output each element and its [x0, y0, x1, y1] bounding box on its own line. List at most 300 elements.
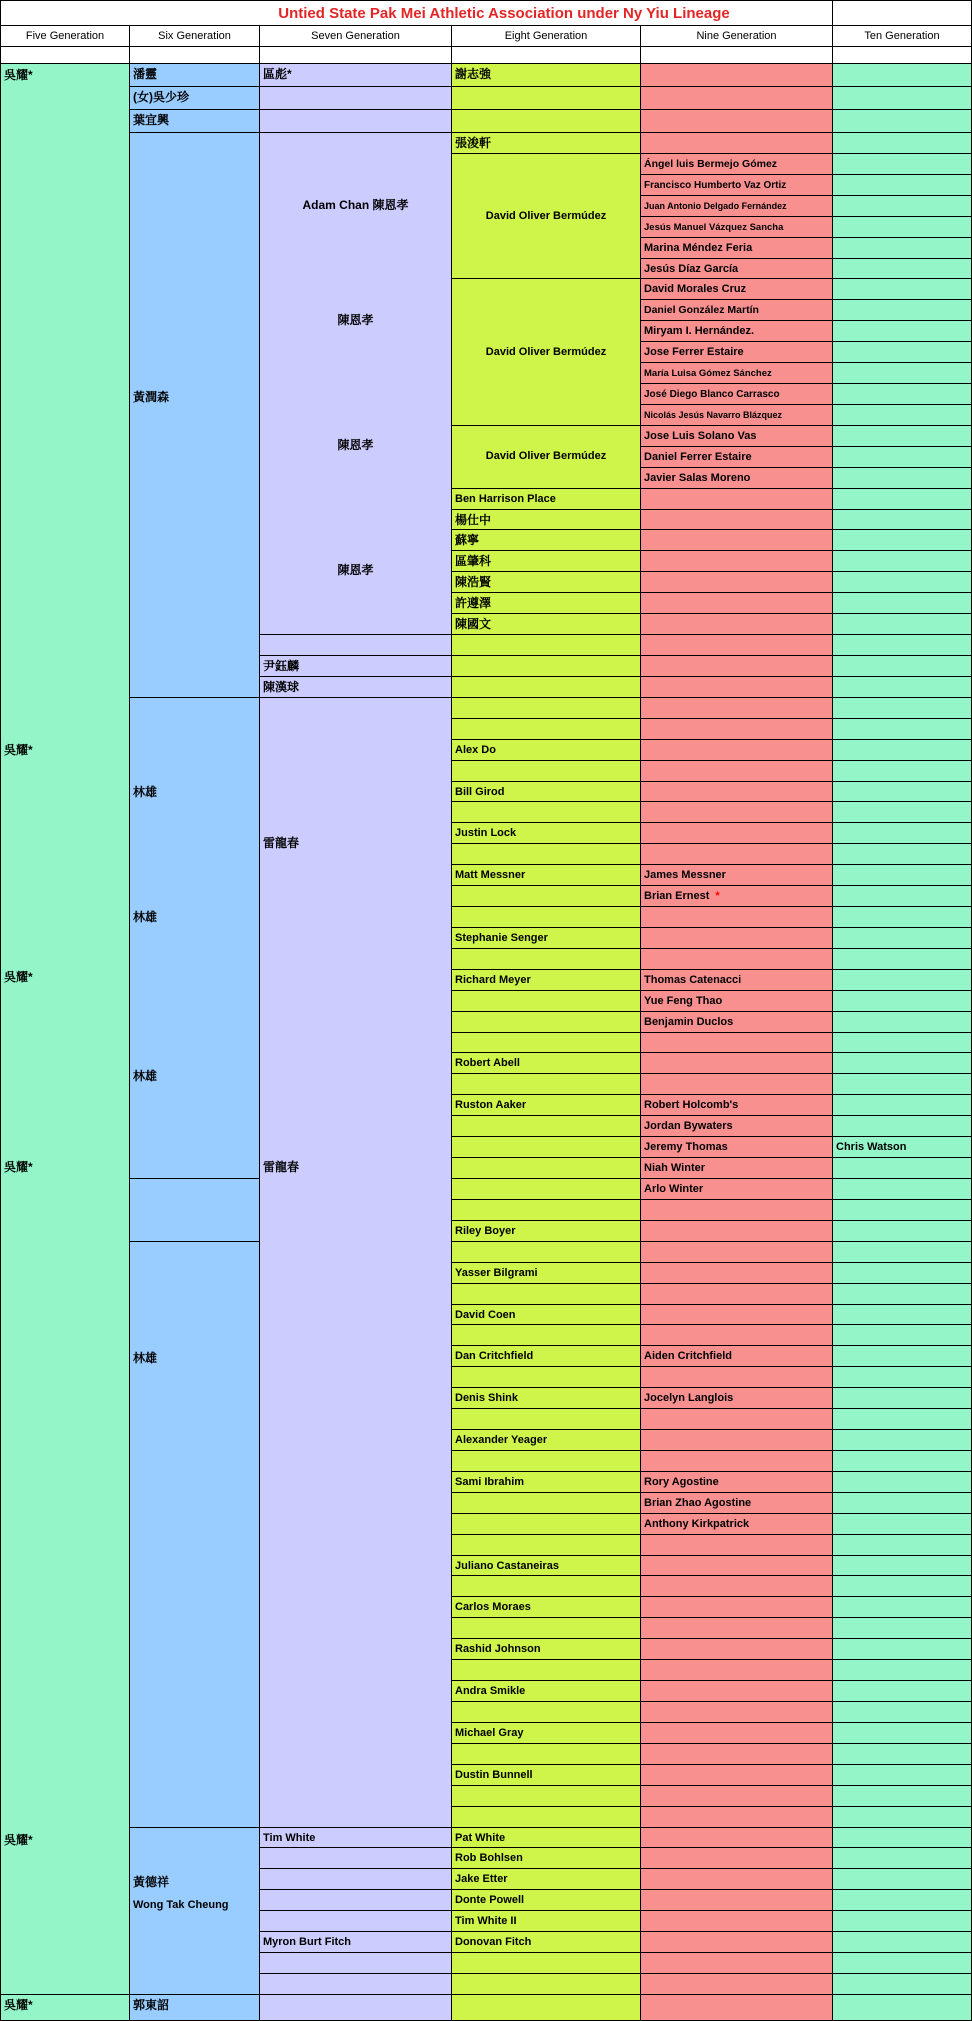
cell-empty[interactable]: [833, 1514, 972, 1535]
cell-empty[interactable]: [833, 1681, 972, 1702]
cell-empty[interactable]: [833, 489, 972, 510]
cell-thomas-catenacci[interactable]: [641, 970, 833, 991]
cell-myron-burt-fitch[interactable]: [260, 1932, 452, 1953]
cell-empty[interactable]: [833, 196, 972, 217]
cell-empty[interactable]: [833, 1723, 972, 1744]
cell-empty[interactable]: [452, 1242, 641, 1263]
cell-empty[interactable]: [641, 47, 833, 64]
cell-robert-abell[interactable]: [452, 1053, 641, 1074]
cell-adam-chan-陳恩孝[interactable]: [260, 133, 452, 635]
cell-jos-diego-blanco-carrasco[interactable]: [641, 384, 833, 405]
cell-empty[interactable]: [452, 1409, 641, 1430]
cell-empty[interactable]: [833, 1367, 972, 1388]
cell-empty[interactable]: [260, 1848, 452, 1869]
cell-empty[interactable]: [641, 530, 833, 551]
cell-empty[interactable]: [641, 1765, 833, 1786]
cell-empty[interactable]: [260, 87, 452, 110]
cell-bill-girod[interactable]: [452, 782, 641, 803]
cell-empty[interactable]: [452, 1786, 641, 1807]
cell-empty[interactable]: [641, 949, 833, 970]
cell-empty[interactable]: [833, 342, 972, 363]
cell-empty[interactable]: [641, 719, 833, 740]
cell-empty[interactable]: [260, 1995, 452, 2021]
cell-arlo-winter[interactable]: [641, 1179, 833, 1200]
cell-empty[interactable]: [833, 1660, 972, 1681]
cell-empty[interactable]: [641, 1074, 833, 1095]
cell-empty[interactable]: [833, 1346, 972, 1367]
cell-empty[interactable]: [0, 47, 130, 64]
cell-葉宜興[interactable]: [130, 110, 260, 133]
cell-james-messner[interactable]: [641, 865, 833, 886]
cell-empty[interactable]: [641, 1325, 833, 1346]
cell-empty[interactable]: [452, 87, 641, 110]
cell-empty[interactable]: [833, 217, 972, 238]
cell-javier-salas-moreno[interactable]: [641, 468, 833, 489]
cell-empty[interactable]: [452, 1158, 641, 1179]
cell-empty[interactable]: [833, 1012, 972, 1033]
cell-empty[interactable]: [452, 991, 641, 1012]
cell-empty[interactable]: [641, 823, 833, 844]
cell-empty[interactable]: [452, 635, 641, 656]
cell-陳漢球[interactable]: [260, 677, 452, 698]
cell-empty[interactable]: [833, 426, 972, 447]
cell-empty[interactable]: [641, 1953, 833, 1974]
cell-empty[interactable]: [833, 1744, 972, 1765]
cell-empty[interactable]: [452, 1744, 641, 1765]
cell-empty[interactable]: [641, 510, 833, 531]
cell-empty[interactable]: [641, 677, 833, 698]
cell-empty[interactable]: [641, 1430, 833, 1451]
cell-empty[interactable]: [452, 1179, 641, 1200]
cell-empty[interactable]: [641, 1911, 833, 1932]
cell-empty[interactable]: [452, 1493, 641, 1514]
cell-黃潤森[interactable]: [130, 133, 260, 698]
cell-empty[interactable]: [641, 1890, 833, 1911]
cell-yue-feng-thao[interactable]: [641, 991, 833, 1012]
cell-empty[interactable]: [833, 635, 972, 656]
cell-empty[interactable]: [641, 1618, 833, 1639]
cell-empty[interactable]: [833, 1409, 972, 1430]
cell-empty[interactable]: [641, 1284, 833, 1305]
cell-empty[interactable]: [130, 1179, 260, 1242]
cell-dustin-bunnell[interactable]: [452, 1765, 641, 1786]
cell-empty[interactable]: [833, 363, 972, 384]
cell-jake-etter[interactable]: [452, 1869, 641, 1890]
cell-empty[interactable]: [833, 1890, 972, 1911]
cell-pat-white[interactable]: [452, 1828, 641, 1849]
cell-andra-smikle[interactable]: [452, 1681, 641, 1702]
cell-empty[interactable]: [833, 949, 972, 970]
cell-empty[interactable]: [833, 1451, 972, 1472]
cell-empty[interactable]: [452, 719, 641, 740]
cell-empty[interactable]: [833, 64, 972, 87]
cell-empty[interactable]: [641, 1681, 833, 1702]
cell-carlos-moraes[interactable]: [452, 1597, 641, 1618]
cell-尹鈺麟[interactable]: [260, 656, 452, 677]
cell-empty[interactable]: [833, 1242, 972, 1263]
cell-empty[interactable]: [641, 698, 833, 719]
cell-empty[interactable]: [833, 823, 972, 844]
header-ten-generation[interactable]: Ten Generation: [833, 26, 972, 47]
cell-juan-antonio-delgado-fern-ndez[interactable]: [641, 196, 833, 217]
cell-empty[interactable]: [641, 110, 833, 133]
cell-empty[interactable]: [833, 572, 972, 593]
cell-empty[interactable]: [833, 761, 972, 782]
cell-empty[interactable]: [641, 907, 833, 928]
cell-empty[interactable]: [641, 761, 833, 782]
cell-empty[interactable]: [833, 384, 972, 405]
cell-empty[interactable]: [833, 1786, 972, 1807]
cell-empty[interactable]: [641, 740, 833, 761]
cell-empty[interactable]: [641, 572, 833, 593]
cell-empty[interactable]: [452, 1137, 641, 1158]
cell-empty[interactable]: [641, 656, 833, 677]
cell-陳國文[interactable]: [452, 614, 641, 635]
cell-anthony-kirkpatrick[interactable]: [641, 1514, 833, 1535]
cell-empty[interactable]: [452, 656, 641, 677]
cell-吳耀[interactable]: [0, 1995, 130, 2021]
cell-empty[interactable]: [833, 1221, 972, 1242]
cell-empty[interactable]: [833, 1911, 972, 1932]
cell-empty[interactable]: [833, 1116, 972, 1137]
cell-郭東詔[interactable]: [130, 1995, 260, 2021]
cell-empty[interactable]: [833, 87, 972, 110]
cell-empty[interactable]: [833, 614, 972, 635]
cell-miryam-i-hern-ndez[interactable]: [641, 321, 833, 342]
cell-jose-luis-solano-vas[interactable]: [641, 426, 833, 447]
cell-empty[interactable]: [833, 1702, 972, 1723]
cell-empty[interactable]: [833, 1828, 972, 1849]
cell-empty[interactable]: [260, 1953, 452, 1974]
cell-empty[interactable]: [833, 1995, 972, 2021]
cell-empty[interactable]: [833, 1095, 972, 1116]
cell-謝志強[interactable]: [452, 64, 641, 87]
cell-empty[interactable]: [641, 1305, 833, 1326]
cell-empty[interactable]: [260, 1911, 452, 1932]
cell-empty[interactable]: [641, 1848, 833, 1869]
cell-empty[interactable]: [641, 1639, 833, 1660]
cell-empty[interactable]: [833, 551, 972, 572]
cell-david-morales-cruz[interactable]: [641, 279, 833, 300]
cell-empty[interactable]: [452, 1576, 641, 1597]
cell-rory-agostine[interactable]: [641, 1472, 833, 1493]
cell-empty[interactable]: [833, 1953, 972, 1974]
cell-empty[interactable]: [452, 47, 641, 64]
cell-黃德祥[interactable]: [130, 1828, 260, 1995]
cell-empty[interactable]: [833, 1618, 972, 1639]
cell-雷龍春[interactable]: [260, 698, 452, 1828]
cell-empty[interactable]: [452, 949, 641, 970]
cell-empty[interactable]: [641, 1242, 833, 1263]
cell-empty[interactable]: [452, 1514, 641, 1535]
cell-ruston-aaker[interactable]: [452, 1095, 641, 1116]
cell-empty[interactable]: [641, 844, 833, 865]
cell-empty[interactable]: [452, 1974, 641, 1995]
cell-empty[interactable]: [833, 1033, 972, 1054]
cell-empty[interactable]: [452, 1995, 641, 2021]
cell-brian-ernest[interactable]: [641, 886, 833, 907]
cell-jose-ferrer-estaire[interactable]: [641, 342, 833, 363]
cell-jes-s-d-az-garc-a[interactable]: [641, 259, 833, 280]
cell-empty[interactable]: [641, 1786, 833, 1807]
cell-empty[interactable]: [641, 1263, 833, 1284]
cell-yasser-bilgrami[interactable]: [452, 1263, 641, 1284]
cell-empty[interactable]: [641, 1932, 833, 1953]
cell-empty[interactable]: [833, 907, 972, 928]
cell-empty[interactable]: [452, 677, 641, 698]
cell-empty[interactable]: [833, 928, 972, 949]
cell-empty[interactable]: [833, 970, 972, 991]
cell-empty[interactable]: [452, 1807, 641, 1828]
cell-donovan-fitch[interactable]: [452, 1932, 641, 1953]
cell-tim-white-ii[interactable]: [452, 1911, 641, 1932]
cell-empty[interactable]: [452, 844, 641, 865]
cell-empty[interactable]: [833, 1932, 972, 1953]
cell-empty[interactable]: [833, 656, 972, 677]
cell-david-coen[interactable]: [452, 1305, 641, 1326]
cell-empty[interactable]: [833, 175, 972, 196]
cell-empty[interactable]: [641, 1576, 833, 1597]
cell-empty[interactable]: [641, 1556, 833, 1577]
cell-empty[interactable]: [833, 1807, 972, 1828]
cell-empty[interactable]: [641, 87, 833, 110]
cell-empty[interactable]: [833, 468, 972, 489]
cell-dan-critchfield[interactable]: [452, 1346, 641, 1367]
cell-empty[interactable]: [452, 761, 641, 782]
cell-empty[interactable]: [833, 1305, 972, 1326]
cell-empty[interactable]: [452, 907, 641, 928]
cell-empty[interactable]: [833, 1848, 972, 1869]
cell-jeremy-thomas[interactable]: [641, 1137, 833, 1158]
cell-empty[interactable]: [833, 510, 972, 531]
cell-rashid-johnson[interactable]: [452, 1639, 641, 1660]
cell-empty[interactable]: [833, 991, 972, 1012]
cell-empty[interactable]: [452, 698, 641, 719]
cell-empty[interactable]: [833, 1597, 972, 1618]
cell-empty[interactable]: [833, 1576, 972, 1597]
cell-rob-bohlsen[interactable]: [452, 1848, 641, 1869]
cell-empty[interactable]: [641, 1451, 833, 1472]
cell-empty[interactable]: [833, 593, 972, 614]
cell-empty[interactable]: [833, 238, 972, 259]
cell-empty[interactable]: [452, 1200, 641, 1221]
cell-陳浩賢[interactable]: [452, 572, 641, 593]
cell-empty[interactable]: [641, 1409, 833, 1430]
cell-empty[interactable]: [641, 802, 833, 823]
cell-empty[interactable]: [641, 593, 833, 614]
cell-empty[interactable]: [833, 1200, 972, 1221]
cell-michael-gray[interactable]: [452, 1723, 641, 1744]
cell-張浚軒[interactable]: [452, 133, 641, 154]
cell-區肇科[interactable]: [452, 551, 641, 572]
cell-empty[interactable]: [452, 1012, 641, 1033]
cell-empty[interactable]: [833, 1179, 972, 1200]
cell-empty[interactable]: [833, 300, 972, 321]
cell-empty[interactable]: [833, 698, 972, 719]
cell-empty[interactable]: [641, 1974, 833, 1995]
cell-empty[interactable]: [260, 1890, 452, 1911]
cell-brian-zhao-agostine[interactable]: [641, 1493, 833, 1514]
cell-francisco-humberto-vaz-ortiz[interactable]: [641, 175, 833, 196]
cell-marina-m-ndez-feria[interactable]: [641, 238, 833, 259]
cell-david-oliver-berm-dez[interactable]: [452, 279, 641, 425]
cell-林雄[interactable]: [130, 1242, 260, 1828]
cell-ben-harrison-place[interactable]: [452, 489, 641, 510]
cell-denis-shink[interactable]: [452, 1388, 641, 1409]
cell-empty[interactable]: [452, 802, 641, 823]
cell-empty[interactable]: [641, 1702, 833, 1723]
cell-mar-a-luisa-g-mez-s-nchez[interactable]: [641, 363, 833, 384]
cell-empty[interactable]: [641, 1597, 833, 1618]
cell-tim-white[interactable]: [260, 1828, 452, 1849]
cell-alex-do[interactable]: [452, 740, 641, 761]
cell-empty[interactable]: [641, 1723, 833, 1744]
cell-empty[interactable]: [833, 1869, 972, 1890]
cell-empty[interactable]: [641, 1660, 833, 1681]
cell-empty[interactable]: [452, 1033, 641, 1054]
cell-empty[interactable]: [833, 719, 972, 740]
cell-empty[interactable]: [833, 321, 972, 342]
cell-justin-lock[interactable]: [452, 823, 641, 844]
cell-donte-powell[interactable]: [452, 1890, 641, 1911]
cell-empty[interactable]: [260, 1869, 452, 1890]
cell-empty[interactable]: [833, 782, 972, 803]
cell-alexander-yeager[interactable]: [452, 1430, 641, 1451]
header-seven-generation[interactable]: Seven Generation: [260, 26, 452, 47]
cell-stephanie-senger[interactable]: [452, 928, 641, 949]
cell-林雄[interactable]: [130, 698, 260, 1179]
cell-nicol-s-jes-s-navarro-bl-zquez[interactable]: [641, 405, 833, 426]
cell-david-oliver-berm-dez[interactable]: [452, 154, 641, 280]
cell-jes-s-manuel-v-zquez-sancha[interactable]: [641, 217, 833, 238]
cell-empty[interactable]: [833, 1074, 972, 1095]
cell-empty[interactable]: [641, 928, 833, 949]
cell-benjamin-duclos[interactable]: [641, 1012, 833, 1033]
cell-jocelyn-langlois[interactable]: [641, 1388, 833, 1409]
cell-區彪[interactable]: [260, 64, 452, 87]
cell-empty[interactable]: [833, 1430, 972, 1451]
cell-empty[interactable]: [833, 1556, 972, 1577]
cell-empty[interactable]: [452, 1325, 641, 1346]
cell-吳耀[interactable]: [0, 64, 130, 1995]
cell-empty[interactable]: [833, 1639, 972, 1660]
cell-許遵澤[interactable]: [452, 593, 641, 614]
cell-empty[interactable]: [452, 1953, 641, 1974]
cell-empty[interactable]: [833, 47, 972, 64]
cell-empty[interactable]: [641, 489, 833, 510]
header-nine-generation[interactable]: Nine Generation: [641, 26, 833, 47]
cell-richard-meyer[interactable]: [452, 970, 641, 991]
cell-empty[interactable]: [452, 1660, 641, 1681]
cell-empty[interactable]: [833, 259, 972, 280]
cell-empty[interactable]: [833, 1472, 972, 1493]
cell-empty[interactable]: [260, 110, 452, 133]
cell-楊仕中[interactable]: [452, 510, 641, 531]
cell-empty[interactable]: [452, 1451, 641, 1472]
cell-empty[interactable]: [452, 1535, 641, 1556]
cell-empty[interactable]: [833, 279, 972, 300]
cell-empty[interactable]: [833, 447, 972, 468]
cell-empty[interactable]: [641, 782, 833, 803]
cell-empty[interactable]: [260, 47, 452, 64]
header-six-generation[interactable]: Six Generation: [130, 26, 260, 47]
cell-潘靈[interactable]: [130, 64, 260, 87]
cell-empty[interactable]: [641, 1744, 833, 1765]
cell-empty[interactable]: [641, 1033, 833, 1054]
cell-david-oliver-berm-dez[interactable]: [452, 426, 641, 489]
cell-empty[interactable]: [452, 1367, 641, 1388]
cell-empty[interactable]: [833, 1053, 972, 1074]
cell-matt-messner[interactable]: [452, 865, 641, 886]
cell-daniel-gonz-lez-mart-n[interactable]: [641, 300, 833, 321]
cell-empty[interactable]: [641, 1200, 833, 1221]
cell-empty[interactable]: [833, 1263, 972, 1284]
cell-empty[interactable]: [833, 530, 972, 551]
cell-robert-holcomb-s[interactable]: [641, 1095, 833, 1116]
cell-empty[interactable]: [833, 1325, 972, 1346]
cell-empty[interactable]: [833, 133, 972, 154]
cell-empty[interactable]: [833, 110, 972, 133]
cell-empty[interactable]: [641, 1995, 833, 2021]
cell-empty[interactable]: [641, 1807, 833, 1828]
cell-riley-boyer[interactable]: [452, 1221, 641, 1242]
cell-empty[interactable]: [452, 1702, 641, 1723]
cell-empty[interactable]: [641, 614, 833, 635]
header-five-generation[interactable]: Five Generation: [0, 26, 130, 47]
cell-empty[interactable]: [452, 1284, 641, 1305]
cell-empty[interactable]: [641, 635, 833, 656]
cell-empty[interactable]: [833, 1765, 972, 1786]
cell-empty[interactable]: [452, 1116, 641, 1137]
cell-empty[interactable]: [833, 405, 972, 426]
cell-女-吳少珍[interactable]: [130, 87, 260, 110]
cell-empty[interactable]: [130, 47, 260, 64]
cell-empty[interactable]: [641, 1367, 833, 1388]
header-eight-generation[interactable]: Eight Generation: [452, 26, 641, 47]
cell-empty[interactable]: [641, 1053, 833, 1074]
cell-empty[interactable]: [641, 64, 833, 87]
cell-aiden-critchfield[interactable]: [641, 1346, 833, 1367]
cell-empty[interactable]: [833, 1974, 972, 1995]
cell-empty[interactable]: [833, 154, 972, 175]
cell-empty[interactable]: [833, 1158, 972, 1179]
cell-empty[interactable]: [641, 1535, 833, 1556]
cell-empty[interactable]: [833, 1493, 972, 1514]
cell-empty[interactable]: [833, 865, 972, 886]
cell-empty[interactable]: [641, 133, 833, 154]
cell-empty[interactable]: [833, 886, 972, 907]
cell-chris-watson[interactable]: [833, 1137, 972, 1158]
cell-empty[interactable]: [260, 635, 452, 656]
cell-empty[interactable]: [452, 886, 641, 907]
cell-empty[interactable]: [833, 677, 972, 698]
cell-sami-ibrahim[interactable]: [452, 1472, 641, 1493]
cell-juliano-castaneiras[interactable]: [452, 1556, 641, 1577]
cell-ngel-luis-bermejo-g-mez[interactable]: [641, 154, 833, 175]
cell-empty[interactable]: [833, 1284, 972, 1305]
cell-empty[interactable]: [833, 740, 972, 761]
cell-empty[interactable]: [833, 1535, 972, 1556]
cell-jordan-bywaters[interactable]: [641, 1116, 833, 1137]
cell-empty[interactable]: [833, 1388, 972, 1409]
cell-empty[interactable]: [452, 1074, 641, 1095]
cell-empty[interactable]: [452, 110, 641, 133]
cell-蘇寧[interactable]: [452, 530, 641, 551]
cell-empty[interactable]: [452, 1618, 641, 1639]
cell-empty[interactable]: [833, 802, 972, 823]
cell-empty[interactable]: [260, 1974, 452, 1995]
cell-empty[interactable]: [833, 844, 972, 865]
